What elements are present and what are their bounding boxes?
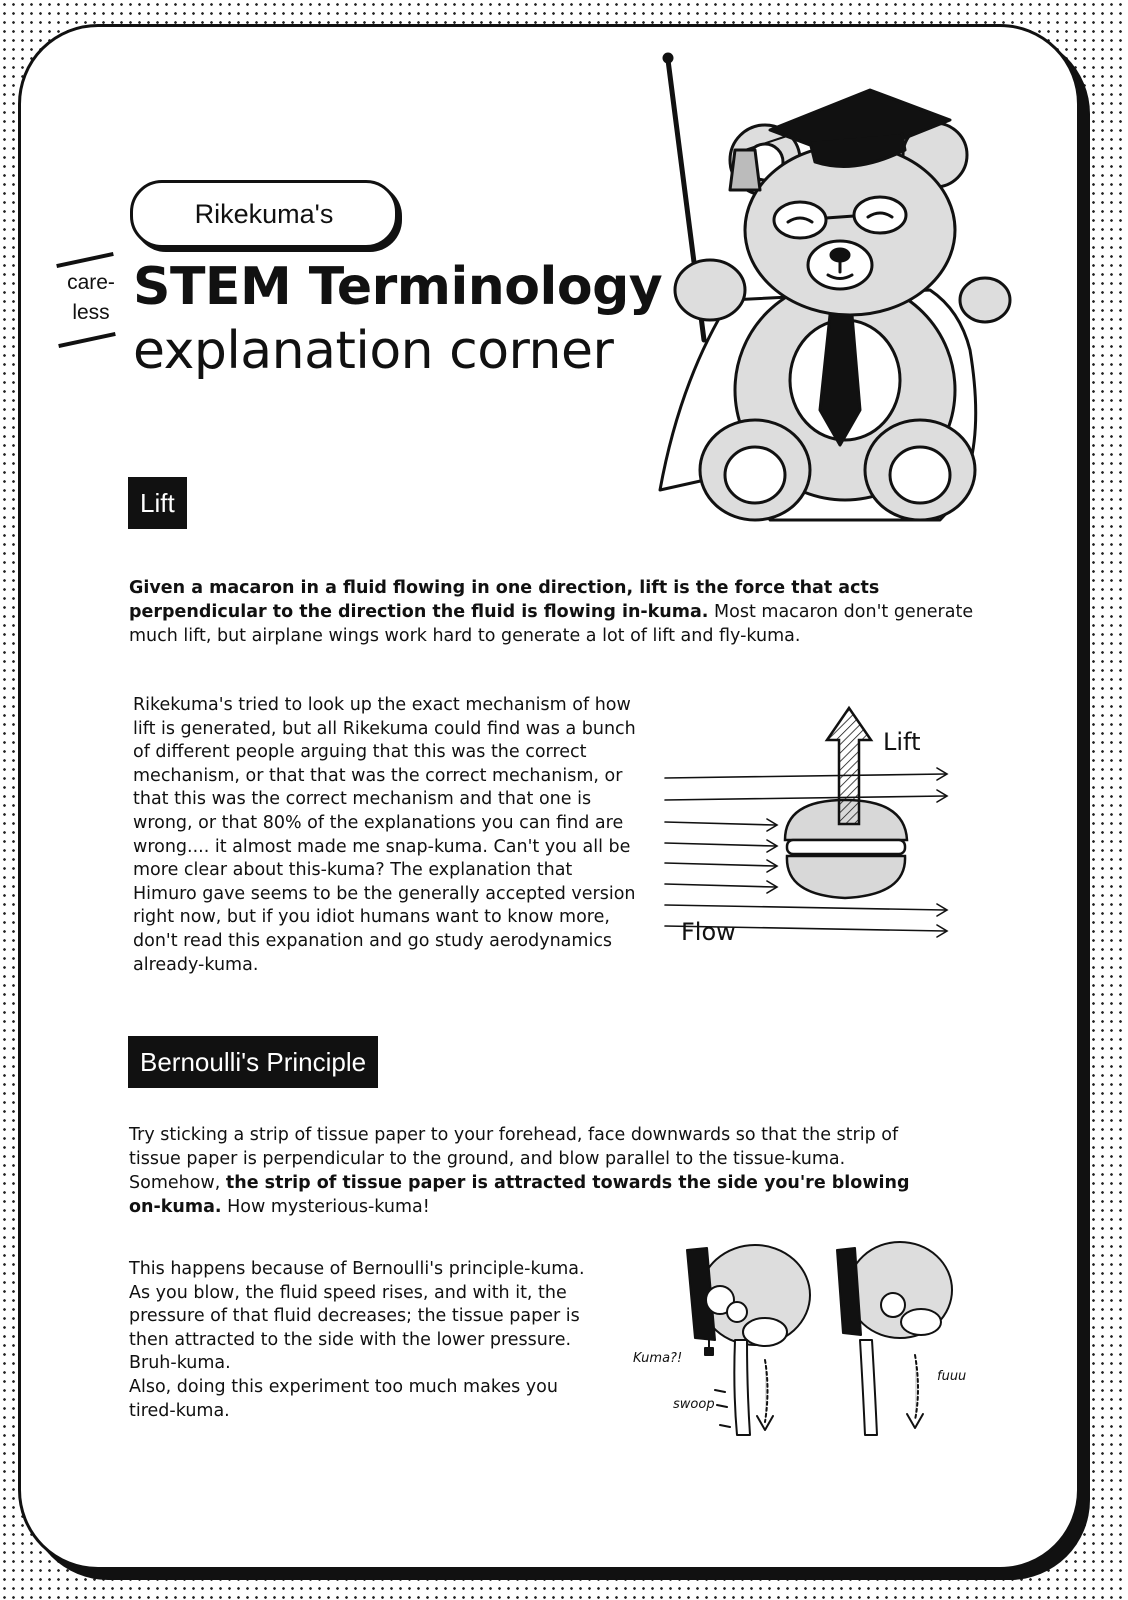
- flow-line: [665, 796, 945, 800]
- bernoulli-body-line: Bruh-kuma.: [129, 1353, 231, 1374]
- sfx-kuma: Kuma?!: [633, 1351, 683, 1366]
- page-title: [133, 255, 662, 383]
- side-label: [56, 268, 126, 328]
- flow-line: [665, 822, 775, 825]
- flow-line: [665, 905, 945, 910]
- lift-intro: [129, 576, 989, 648]
- bernoulli-heading: Bernoulli's Principle: [128, 1036, 378, 1088]
- lift-body: Rikekuma's tried to look up the exact mechanism of how lift is generated, but all Rikekuma could find was a bunch of different people arguing that this was the correct mechanism, or that that was the correct mechanism, or that this was the correct mechanism and that one is wrong, or that 80% of the explanations you can find are wrong.... it almost made me snap-kuma. Can't you all be more clear about this-kuma? The explanation that Himuro gave seems to be the generally accepted version right now, but if you idiot humans want to know more, don't read this expanation and go study aerodynamics already-kuma.: [133, 695, 636, 975]
- lift-heading: Lift: [128, 477, 187, 529]
- bernoulli-intro-bold: the strip of tissue paper is attracted towards the side you're blowing on-kuma.: [129, 1173, 910, 1217]
- title-line1: STEM Terminology: [133, 257, 663, 317]
- bernoulli-intro-start: Try sticking a strip of tissue paper to your forehead, face downwards so that the strip of tissue paper is perpendicular to the ground, and blow parallel to the tissue-kuma. Somehow,: [129, 1125, 899, 1193]
- bernoulli-body-line: Also, doing this experiment too much makes you: [129, 1376, 558, 1397]
- side-label-line2: less: [72, 301, 110, 324]
- cloud-title: Rikekuma's: [130, 180, 398, 248]
- bernoulli-intro: [129, 1123, 919, 1219]
- sfx-swoop: swoop: [673, 1397, 715, 1412]
- bernoulli-body-line: tired-kuma.: [129, 1400, 230, 1421]
- flow-line: [665, 863, 775, 866]
- bear-head-right: [837, 1242, 952, 1435]
- bernoulli-body-line: As you blow, the fluid speed rises, and with it, the: [129, 1282, 567, 1303]
- bernoulli-body-line: then attracted to the side with the lower pressure.: [129, 1329, 572, 1350]
- lift-diagram: [655, 700, 965, 960]
- flow-line: [665, 843, 775, 846]
- bernoulli-body-line: This happens because of Bernoulli's principle-kuma.: [129, 1259, 585, 1279]
- title-line2: explanation corner: [133, 321, 614, 381]
- bernoulli-body: [129, 1258, 629, 1423]
- bernoulli-body-line: pressure of that fluid decreases; the tissue paper is: [129, 1306, 580, 1327]
- side-label-line1: care-: [67, 271, 115, 294]
- professor-bear-illustration: [640, 50, 1020, 540]
- flow-line: [665, 774, 945, 778]
- tissue-experiment-illustration: [625, 1240, 975, 1440]
- flow-line: [665, 884, 775, 887]
- lift-intro-rest: Most macaron don't generate much lift, but airplane wings work hard to generate a lot of lift and fly-kuma.: [129, 602, 974, 646]
- lift-arrow-label: Lift: [883, 728, 921, 756]
- lift-intro-bold: Given a macaron in a fluid flowing in one direction, lift is the force that acts perpendicular to the direction the fluid is flowing in-kuma.: [129, 578, 880, 622]
- sfx-fuuu: fuuu: [937, 1369, 967, 1384]
- bernoulli-intro-end: How mysterious-kuma!: [227, 1197, 430, 1217]
- flow-label: Flow: [681, 918, 736, 946]
